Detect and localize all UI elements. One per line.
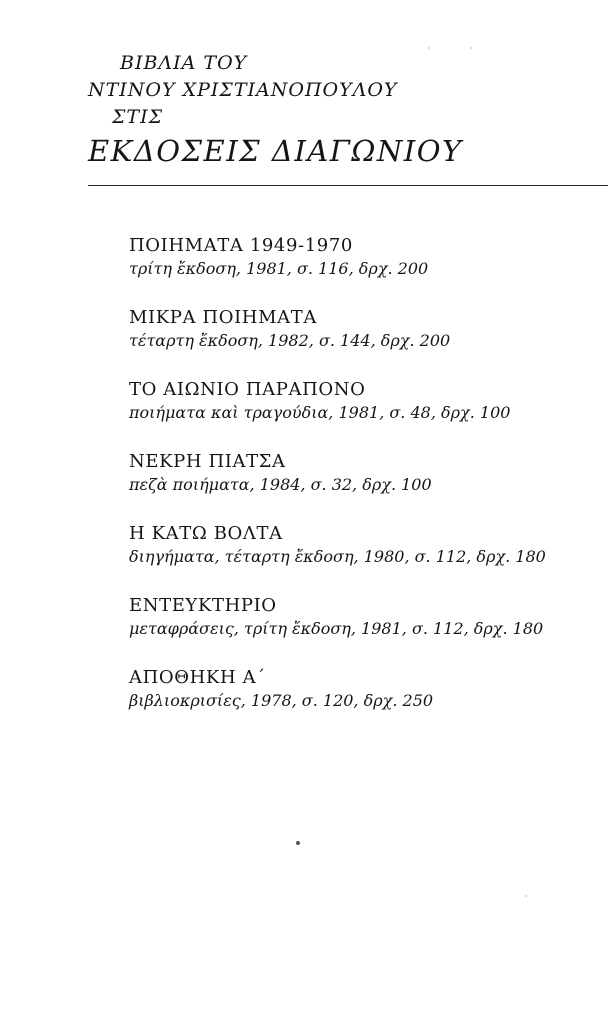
paper-speck <box>470 47 472 49</box>
publisher-name: ΕΚΔΟΣΕΙΣ ΔΙΑΓΩΝΙΟΥ <box>88 134 463 168</box>
book-list <box>129 235 599 739</box>
divider-rule <box>88 185 608 186</box>
ink-dot <box>296 841 300 845</box>
book-entry <box>129 235 599 307</box>
header-line-author: ΝΤΙΝΟΥ ΧΡΙΣΤΙΑΝΟΠΟΥΛΟΥ <box>88 79 398 101</box>
book-details: τέταρτη ἔκδοση, 1982, σ. 144, δρχ. 200 <box>129 331 451 350</box>
book-title: ΠΟΙΗΜΑΤΑ 1949-1970 <box>129 235 353 256</box>
paper-speck <box>428 47 430 49</box>
book-details: τρίτη ἔκδοση, 1981, σ. 116, δρχ. 200 <box>129 259 429 278</box>
book-entry <box>129 307 599 379</box>
header-line-at: ΣΤΙΣ <box>112 106 164 128</box>
book-entry <box>129 667 599 739</box>
book-title: ΝΕΚΡΗ ΠΙΑΤΣΑ <box>129 451 286 472</box>
book-title: ΕΝΤΕΥΚΤΗΡΙΟ <box>129 595 277 616</box>
book-title: Η ΚΑΤΩ ΒΟΛΤΑ <box>129 523 283 544</box>
book-title: ΑΠΟΘΗΚΗ Α΄ <box>129 667 266 688</box>
book-entry <box>129 523 599 595</box>
book-title: ΤΟ ΑΙΩΝΙΟ ΠΑΡΑΠΟΝΟ <box>129 379 366 400</box>
paper-speck <box>525 895 527 897</box>
book-entry <box>129 379 599 451</box>
book-details: ποιήματα καὶ τραγούδια, 1981, σ. 48, δρχ. 100 <box>129 403 511 422</box>
header-line-books-of: ΒΙΒΛΙΑ ΤΟΥ <box>120 52 248 74</box>
book-title: ΜΙΚΡΑ ΠΟΙΗΜΑΤΑ <box>129 307 317 328</box>
book-details: μεταφράσεις, τρίτη ἔκδοση, 1981, σ. 112, δρχ. 180 <box>129 619 544 638</box>
book-details: βιβλιοκρισίες, 1978, σ. 120, δρχ. 250 <box>129 691 434 710</box>
book-details: πεζὰ ποιήματα, 1984, σ. 32, δρχ. 100 <box>129 475 432 494</box>
book-details: διηγήματα, τέταρτη ἔκδοση, 1980, σ. 112, δρχ. 180 <box>129 547 546 566</box>
book-entry <box>129 595 599 667</box>
book-entry <box>129 451 599 523</box>
